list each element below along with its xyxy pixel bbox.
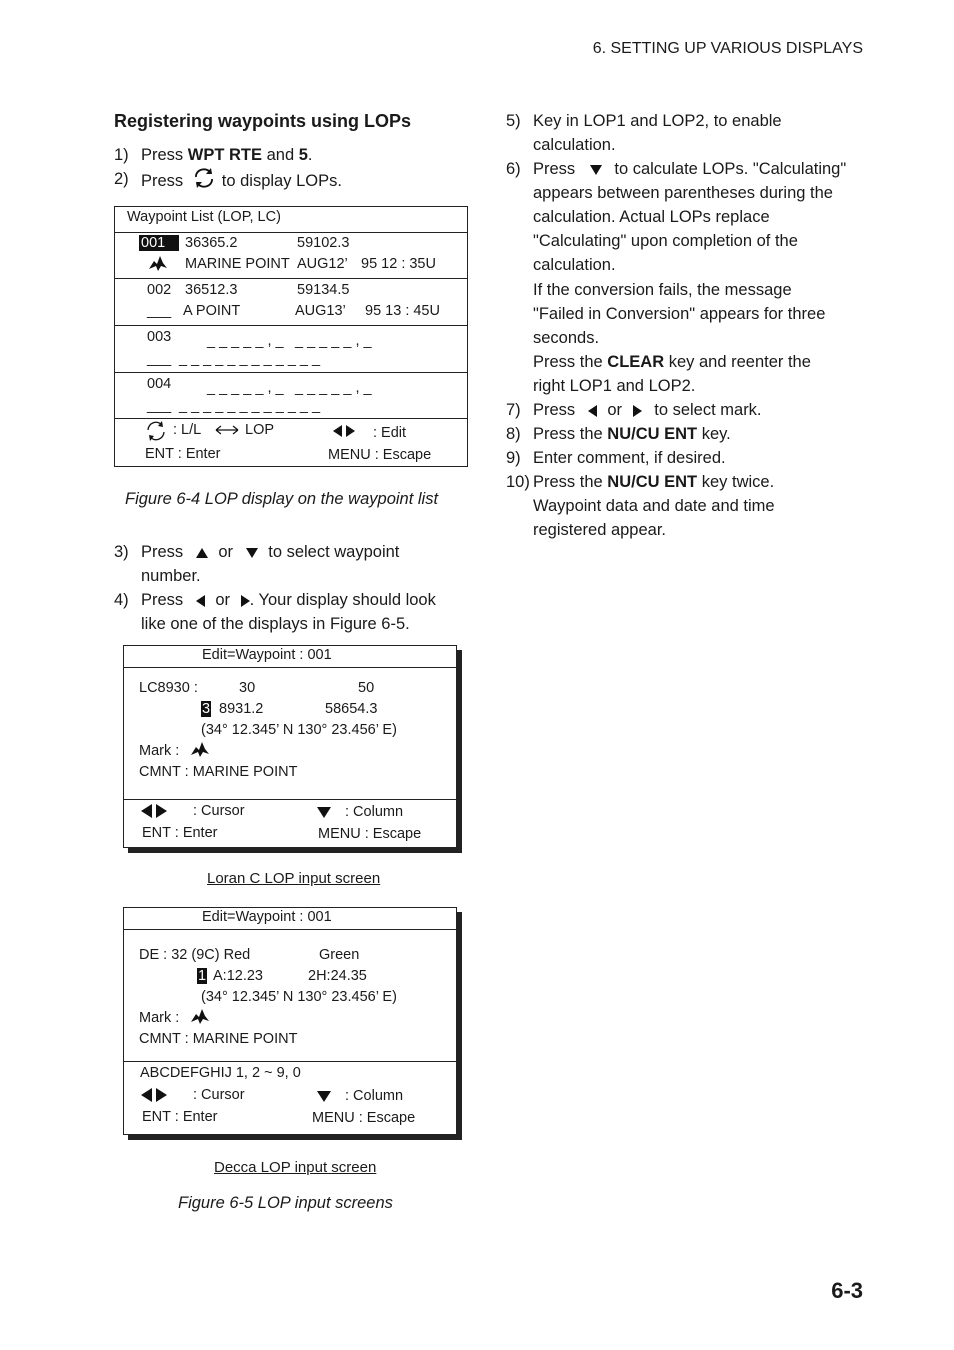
waypoint-list-panel [114, 206, 468, 467]
column-hint: : Column [345, 1088, 404, 1104]
red-input[interactable]: A:12.23 [213, 968, 263, 984]
step-text-continued: like one of the displays in Figure 6-5. [141, 615, 410, 633]
page-number: 6-3 [831, 1278, 863, 1303]
left-right-arrows-icon [141, 1087, 167, 1103]
mark-icon[interactable] [190, 1007, 210, 1025]
right-arrow-icon [633, 405, 642, 417]
step-text-line: calculation. Actual LOPs replace [533, 208, 770, 226]
mark-label: Mark : [139, 743, 180, 759]
waypoint-number: 004 [147, 376, 172, 392]
step-text-line: Press the CLEAR key and reenter the [533, 353, 811, 371]
loran-c-input-panel [123, 645, 457, 848]
mark-icon[interactable] [190, 740, 210, 758]
date: AUG12’ [297, 256, 348, 272]
panel-title: Edit=Waypoint : 001 [202, 909, 332, 925]
step-number: 5) [506, 112, 521, 130]
step-10 [506, 470, 866, 542]
comment: _ _ _ _ _ _ _ _ _ _ _ _ [179, 398, 321, 414]
step-text-continued: registered appear. [533, 521, 667, 539]
step-number: 1) [114, 146, 129, 164]
step-number: 9) [506, 449, 521, 467]
cursor-hint: : Cursor [193, 1087, 245, 1103]
cursor-hint: : Cursor [193, 803, 245, 819]
step-text: Press WPT RTE and 5. [141, 146, 313, 164]
loran-caption: Loran C LOP input screen [207, 870, 381, 887]
down-arrow-icon [246, 548, 258, 558]
step-8 [506, 422, 866, 446]
decca-caption: Decca LOP input screen [214, 1159, 377, 1176]
column-hint: : Column [345, 804, 404, 820]
step-text: Press to calculate LOPs. "Calculating" [533, 160, 847, 178]
step-text: Press to display LOPs. [141, 167, 342, 193]
comment: A POINT [183, 303, 241, 319]
section-title: Registering waypoints using LOPs [114, 111, 412, 131]
edit-hint: : Edit [373, 425, 407, 441]
lop1-value: _ _ _ _ _ , _ [207, 333, 284, 349]
enter-hint: ENT : Enter [142, 1109, 218, 1125]
waypoint-number: 002 [147, 282, 172, 298]
lat-lon-readout: (34° 12.345’ N 130° 23.456’ E) [201, 989, 397, 1005]
step-text-line: seconds. [533, 329, 600, 347]
step-text-line: If the conversion fails, the message [533, 281, 792, 299]
down-arrow-icon [317, 1091, 331, 1102]
step-2 [114, 167, 474, 191]
time: 95 12 : 35U [361, 256, 436, 272]
mark-placeholder: ___ [147, 351, 172, 367]
lop-label: LOP [245, 422, 275, 438]
up-arrow-icon [196, 548, 208, 558]
step-1 [114, 143, 474, 167]
down-arrow-icon [590, 165, 602, 175]
left-arrow-icon [588, 405, 597, 417]
step-text: Enter comment, if desired. [533, 449, 726, 467]
down-arrow-icon [317, 807, 331, 818]
step-number: 10) [506, 473, 530, 491]
step-text-line: appears between parentheses during the [533, 184, 833, 202]
step-text-continued: Waypoint data and date and time [533, 497, 775, 515]
waypoint-number: 003 [147, 329, 172, 345]
mark-label: Mark : [139, 1010, 180, 1026]
step-7 [506, 398, 866, 422]
lop2-value: 59102.3 [297, 235, 350, 251]
step-text-line: "Failed in Conversion" appears for three [533, 305, 826, 323]
step-number: 8) [506, 425, 521, 443]
step-text: Press or . Your display should look [141, 591, 436, 609]
step-3 [114, 540, 474, 588]
step-text: Press the NU/CU ENT key. [533, 425, 731, 443]
green-label: Green [319, 947, 360, 963]
lop2-input[interactable]: 58654.3 [325, 701, 378, 717]
lop2-value: _ _ _ _ _ , _ [295, 380, 372, 396]
figure-6-5-caption: Figure 6-5 LOP input screens [178, 1194, 393, 1212]
running-header: 6. SETTING UP VARIOUS DISPLAYS [592, 40, 863, 57]
right-arrow-icon [241, 595, 250, 607]
cycle-key-icon [192, 167, 216, 189]
escape-hint: MENU : Escape [318, 826, 422, 842]
step-text: Press or to select waypoint [141, 543, 400, 561]
mark-icon [148, 254, 168, 272]
step-5 [506, 109, 866, 157]
lop1-value: 36365.2 [185, 235, 238, 251]
mark-placeholder: ___ [147, 398, 172, 414]
step-number: 6) [506, 160, 521, 178]
step-4 [114, 588, 474, 636]
step-text: Press or to select mark. [533, 401, 762, 419]
enter-hint: ENT : Enter [142, 825, 218, 841]
character-set-hint: ABCDEFGHIJ 1, 2 ~ 9, 0 [140, 1065, 301, 1081]
left-right-arrows-icon [333, 423, 355, 439]
enter-hint: ENT : Enter [145, 446, 221, 462]
step-number: 3) [114, 543, 129, 561]
comment: MARINE POINT [185, 256, 290, 272]
step-text: Press the NU/CU ENT key twice. [533, 473, 775, 491]
step-6 [506, 157, 866, 397]
lat-lon-label: : L/L [173, 422, 202, 438]
comment-field[interactable]: CMNT : MARINE POINT [139, 764, 298, 780]
mark-placeholder: ___ [147, 303, 172, 319]
escape-hint: MENU : Escape [312, 1110, 416, 1126]
panel-title: Edit=Waypoint : 001 [202, 647, 332, 663]
lop2-coarse: 50 [358, 680, 375, 696]
panel-title: Waypoint List (LOP, LC) [127, 209, 281, 225]
lop1-value: _ _ _ _ _ , _ [207, 380, 284, 396]
step-text-line: calculation. [533, 256, 616, 274]
step-text-continued: number. [141, 567, 201, 585]
green-input[interactable]: 2H:24.35 [308, 968, 367, 984]
figure-6-4-caption: Figure 6-4 LOP display on the waypoint list [125, 490, 439, 508]
time: 95 13 : 45U [365, 303, 440, 319]
step-text: Key in LOP1 and LOP2, to enable [533, 112, 782, 130]
step-number: 4) [114, 591, 129, 609]
lat-lon-readout: (34° 12.345’ N 130° 23.456’ E) [201, 722, 397, 738]
lop-label: LC8930 : [139, 680, 198, 696]
comment: _ _ _ _ _ _ _ _ _ _ _ _ [179, 351, 321, 367]
cycle-key-icon [145, 420, 167, 442]
escape-hint: MENU : Escape [328, 447, 432, 463]
left-right-arrows-icon [141, 803, 167, 819]
lop1-input[interactable]: 8931.2 [219, 701, 264, 717]
lop-label: DE : 32 (9C) Red [139, 947, 251, 963]
step-text-line: right LOP1 and LOP2. [533, 377, 696, 395]
double-arrow-icon [215, 424, 239, 436]
comment-field[interactable]: CMNT : MARINE POINT [139, 1031, 298, 1047]
lop2-value: _ _ _ _ _ , _ [295, 333, 372, 349]
step-number: 2) [114, 170, 129, 188]
date: AUG13’ [295, 303, 346, 319]
lop2-value: 59134.5 [297, 282, 350, 298]
step-9 [506, 446, 866, 470]
lop1-value: 36512.3 [185, 282, 238, 298]
left-arrow-icon [196, 595, 205, 607]
step-text-line: "Calculating" upon completion of the [533, 232, 798, 250]
waypoint-number: 001 [139, 235, 179, 251]
decca-input-panel [123, 907, 457, 1135]
cursor-digit[interactable]: 1 [198, 968, 207, 984]
step-number: 7) [506, 401, 521, 419]
step-text-continued: calculation. [533, 136, 616, 154]
cursor-digit[interactable]: 3 [202, 701, 211, 717]
lop1-coarse: 30 [239, 680, 256, 696]
